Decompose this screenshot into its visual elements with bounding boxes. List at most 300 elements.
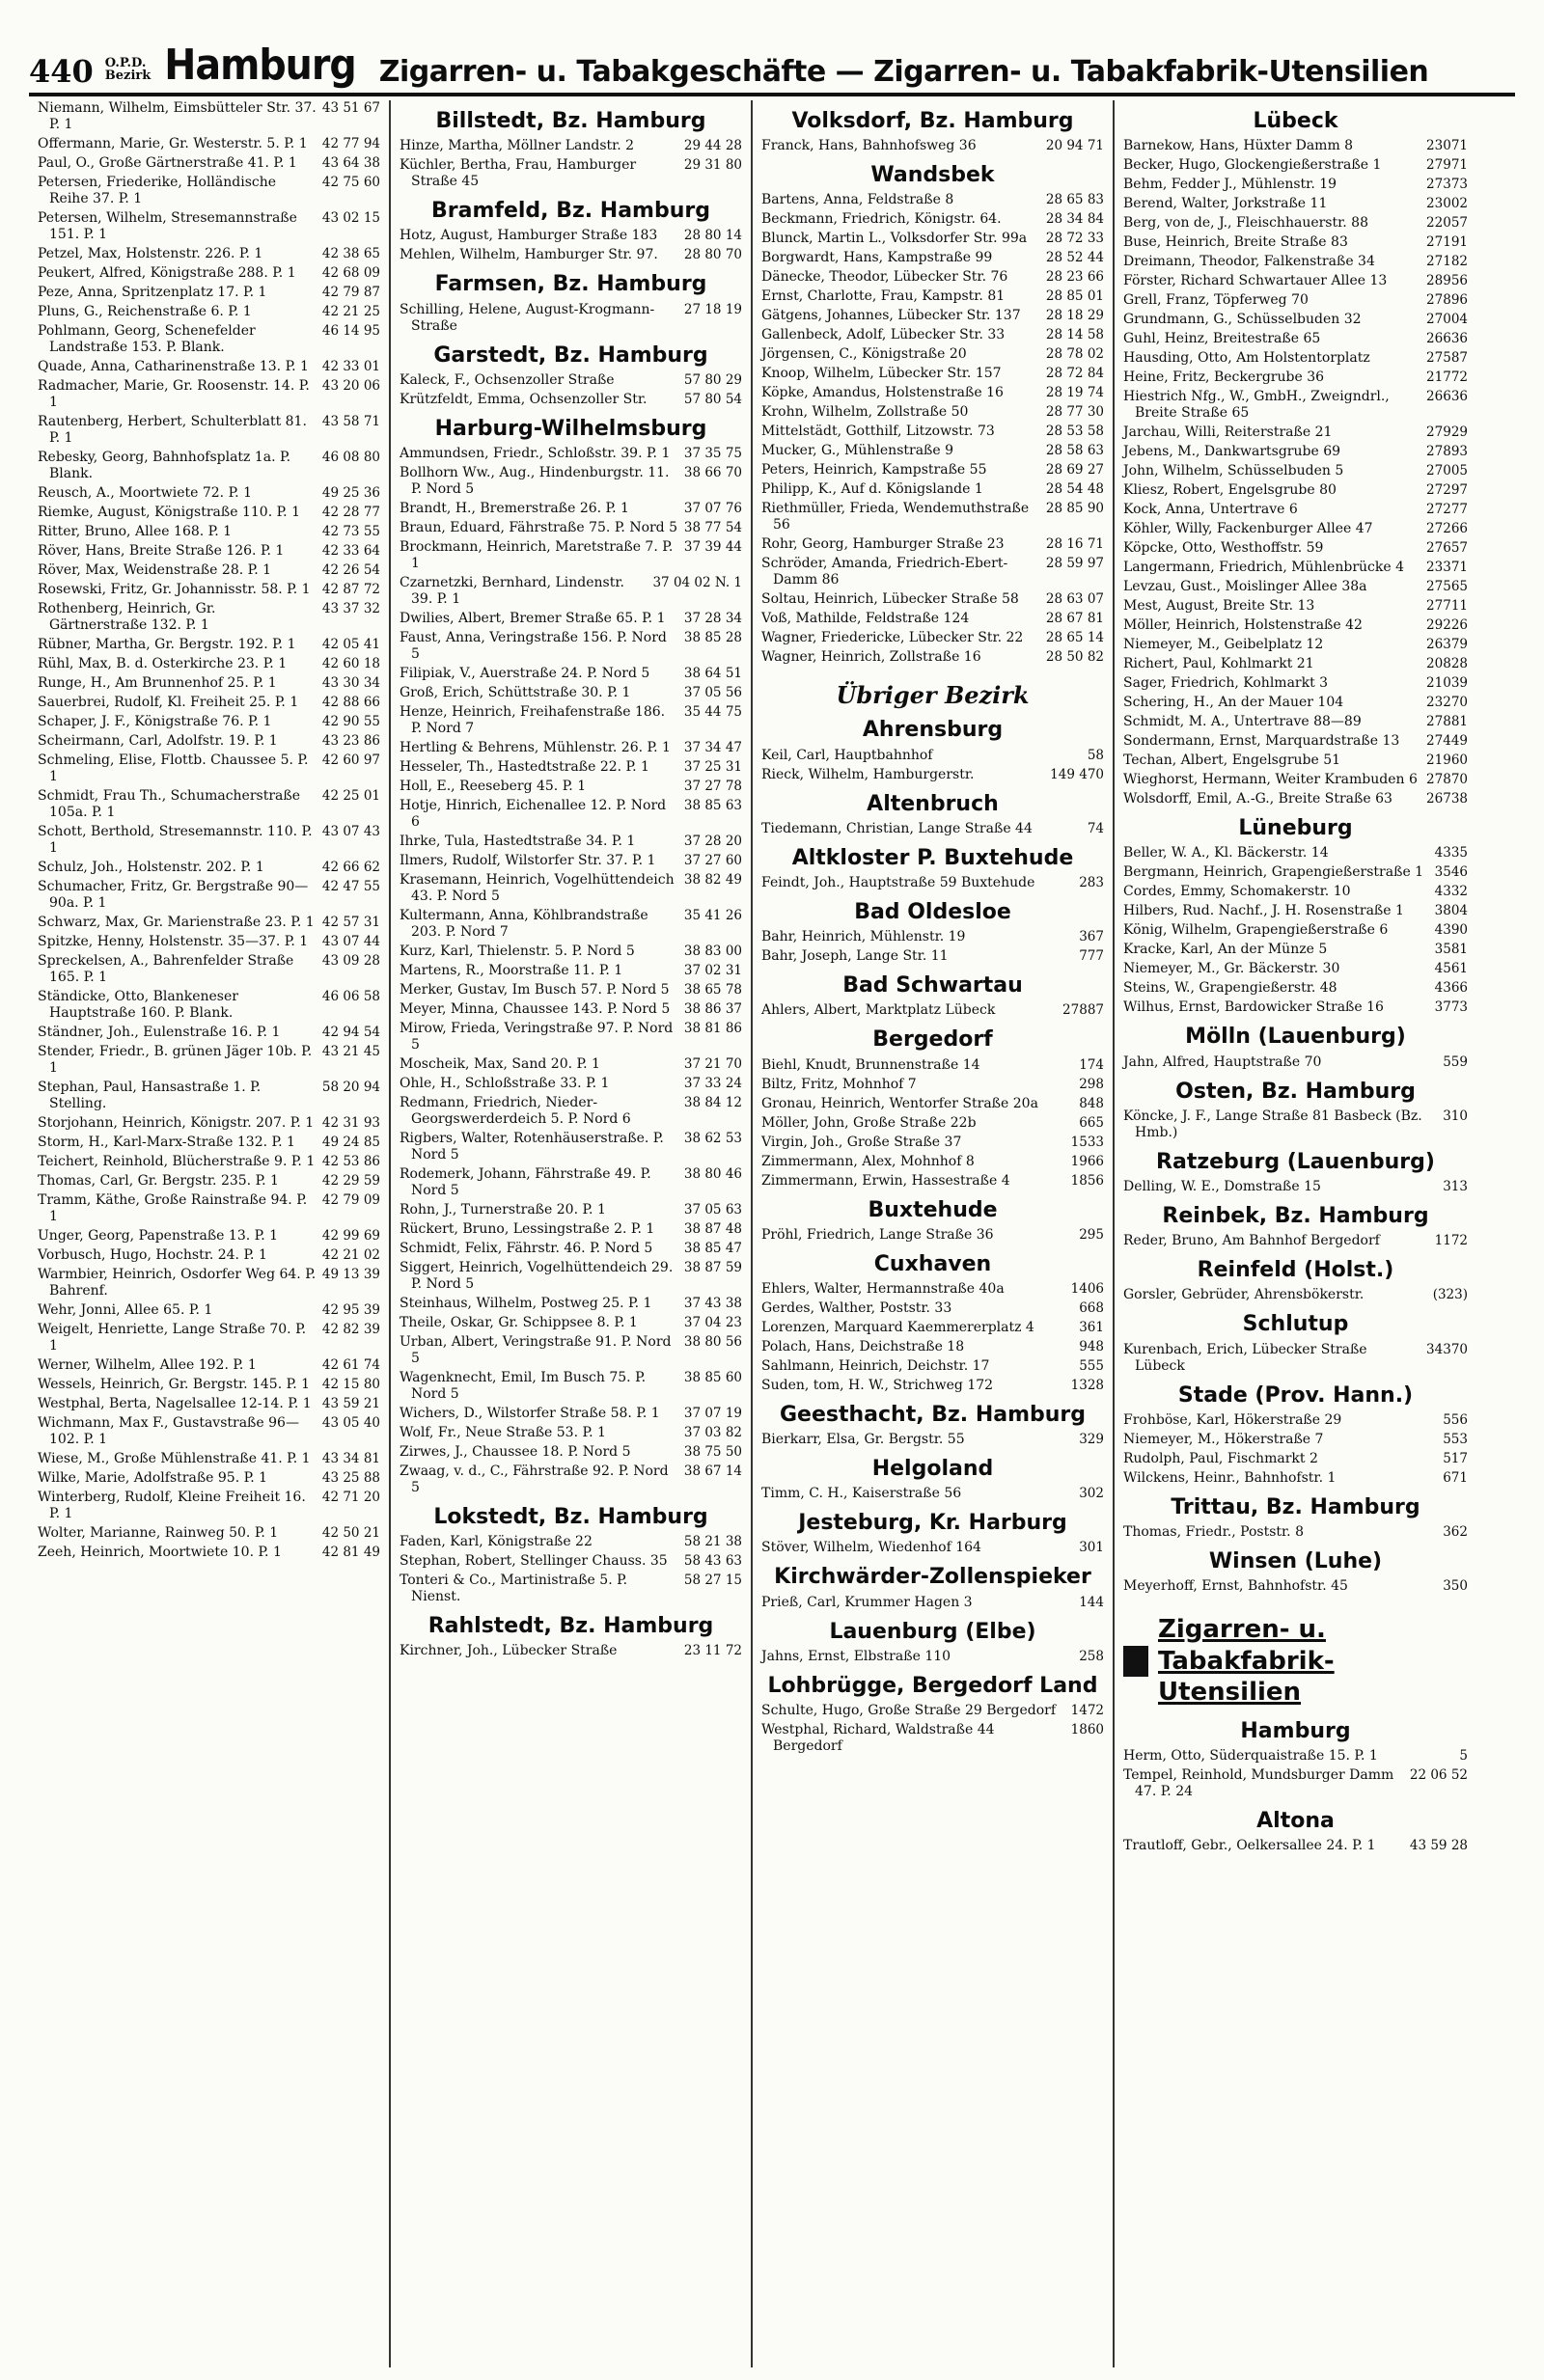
entry-phone: 1328 bbox=[1070, 1377, 1104, 1393]
directory-entry bbox=[1123, 1470, 1468, 1487]
directory-entry bbox=[1123, 331, 1468, 347]
entry-name-address: Schilling, Helene, August-Krogmann-Straße bbox=[400, 301, 655, 334]
directory-entry bbox=[761, 211, 1104, 228]
entry-name-address: Mucker, G., Mühlenstraße 9 bbox=[761, 443, 954, 459]
town-heading: Cuxhaven bbox=[873, 1251, 992, 1276]
entry-phone: 38 87 59 bbox=[683, 1259, 742, 1275]
entry-phone: 42 47 55 bbox=[321, 879, 380, 894]
entry-name-address: Heine, Fritz, Beckergrube 36 bbox=[1123, 369, 1325, 386]
entry-name-address: Niemeyer, M., Geibelplatz 12 bbox=[1123, 637, 1324, 653]
entry-name-address: Hesseler, Th., Hastedtstraße 22. P. 1 bbox=[400, 758, 649, 775]
entry-name-address: Kurenbach, Erich, Lübecker Straße Lübeck bbox=[1123, 1341, 1367, 1374]
directory-entry bbox=[761, 821, 1104, 837]
town-heading: Bad Oldesloe bbox=[854, 899, 1011, 924]
directory-entry bbox=[400, 138, 742, 154]
directory-entry bbox=[400, 759, 742, 776]
directory-entry bbox=[761, 462, 1104, 479]
entry-phone: 38 80 56 bbox=[683, 1333, 742, 1350]
entry-name-address: Schulz, Joh., Holstenstr. 202. P. 1 bbox=[38, 860, 264, 875]
section-banner bbox=[1123, 1614, 1468, 1709]
directory-entry bbox=[38, 1545, 380, 1561]
directory-entry bbox=[38, 824, 380, 857]
directory-entry bbox=[38, 788, 380, 821]
town-heading: Buxtehude bbox=[868, 1197, 998, 1222]
entry-name-address: Wichers, D., Wilstorfer Straße 58. P. 1 bbox=[400, 1405, 660, 1421]
entry-name-address: Offermann, Marie, Gr. Westerstr. 5. P. 1 bbox=[38, 136, 308, 151]
entry-phone: 1860 bbox=[1070, 1722, 1104, 1737]
directory-entry bbox=[400, 798, 742, 831]
entry-name-address: Wolsdorff, Emil, A.-G., Breite Straße 63 bbox=[1123, 791, 1392, 807]
entry-name-address: Hertling & Behrens, Mühlenstr. 26. P. 1 bbox=[400, 739, 671, 755]
entry-name-address: Ohle, H., Schloßstraße 33. P. 1 bbox=[400, 1075, 610, 1091]
directory-entry bbox=[400, 1573, 742, 1605]
entry-phone: 28 19 74 bbox=[1045, 385, 1104, 401]
entry-phone: (323) bbox=[1432, 1287, 1468, 1303]
entry-phone: 38 80 46 bbox=[683, 1165, 742, 1182]
directory-entry bbox=[761, 1135, 1104, 1151]
directory-entry bbox=[1123, 177, 1468, 193]
entry-name-address: Kliesz, Robert, Engelsgrube 80 bbox=[1123, 482, 1337, 499]
directory-entry bbox=[761, 404, 1104, 421]
entry-phone: 29 31 80 bbox=[683, 157, 742, 174]
town-heading: Bramfeld, Bz. Hamburg bbox=[431, 199, 710, 224]
town-heading: Altkloster P. Buxtehude bbox=[791, 845, 1074, 870]
directory-entry bbox=[1123, 273, 1468, 289]
entry-phone: 23 11 72 bbox=[683, 1643, 742, 1659]
entry-phone: 28 58 63 bbox=[1045, 443, 1104, 459]
entry-phone: 46 08 80 bbox=[321, 450, 380, 465]
entry-phone: 43 21 45 bbox=[321, 1044, 380, 1059]
entry-phone: 298 bbox=[1079, 1076, 1104, 1092]
entry-phone: 4366 bbox=[1434, 980, 1468, 997]
directory-entry bbox=[761, 1096, 1104, 1112]
entry-name-address: Mehlen, Wilhelm, Hamburger Str. 97. bbox=[400, 247, 658, 263]
column-3 bbox=[753, 100, 1115, 2367]
entry-phone: 28 85 90 bbox=[1045, 501, 1104, 517]
entry-name-address: Wieghorst, Hermann, Weiter Krambuden 6 bbox=[1123, 772, 1418, 788]
entry-phone: 38 67 14 bbox=[683, 1463, 742, 1479]
entry-name-address: König, Wilhelm, Grapengießerstraße 6 bbox=[1123, 922, 1389, 939]
town-heading: Billstedt, Bz. Hamburg bbox=[435, 109, 706, 133]
entry-phone: 302 bbox=[1079, 1486, 1104, 1502]
entry-phone: 42 66 62 bbox=[321, 860, 380, 875]
entry-name-address: Rodemerk, Johann, Fährstraße 49. P. Nord 5 bbox=[400, 1165, 651, 1198]
entry-phone: 42 33 01 bbox=[321, 359, 380, 374]
entry-name-address: Blunck, Martin L., Volksdorfer Str. 99a bbox=[761, 231, 1028, 247]
directory-entry bbox=[1123, 675, 1468, 692]
entry-name-address: Kaleck, F., Ochsenzoller Straße bbox=[400, 371, 615, 388]
entry-name-address: Grundmann, G., Schüsselbuden 32 bbox=[1123, 312, 1362, 328]
directory-entry bbox=[400, 611, 742, 627]
entry-name-address: Beckmann, Friedrich, Königstr. 64. bbox=[761, 211, 1002, 228]
entry-phone: 310 bbox=[1443, 1108, 1468, 1124]
directory-entry bbox=[400, 740, 742, 756]
entry-name-address: Rübner, Martha, Gr. Bergstr. 192. P. 1 bbox=[38, 637, 296, 652]
directory-entry bbox=[761, 231, 1104, 247]
entry-name-address: Sondermann, Ernst, Marquardstraße 13 bbox=[1123, 733, 1400, 750]
entry-phone: 665 bbox=[1079, 1114, 1104, 1131]
directory-entry bbox=[38, 1490, 380, 1522]
entry-name-address: Wagenknecht, Emil, Im Busch 75. P. Nord 5 bbox=[400, 1369, 647, 1402]
entry-phone: 38 84 12 bbox=[683, 1094, 742, 1110]
directory-entry bbox=[761, 250, 1104, 266]
directory-columns bbox=[29, 100, 1525, 2367]
entry-name-address: Gorsler, Gebrüder, Ahrensbökerstr. bbox=[1123, 1287, 1365, 1303]
entry-phone: 42 99 69 bbox=[321, 1228, 380, 1244]
directory-entry bbox=[1123, 254, 1468, 270]
directory-entry bbox=[761, 1227, 1104, 1244]
directory-entry bbox=[1123, 980, 1468, 997]
entry-name-address: Stender, Friedr., B. grünen Jäger 10b. P. 1 bbox=[38, 1044, 313, 1076]
directory-entry bbox=[38, 285, 380, 301]
opd-label: O.P.D. bbox=[104, 55, 147, 70]
entry-name-address: Kock, Anna, Untertrave 6 bbox=[1123, 502, 1298, 518]
entry-phone: 149 470 bbox=[1050, 766, 1104, 782]
directory-entry bbox=[38, 378, 380, 411]
directory-entry bbox=[1123, 733, 1468, 750]
town-heading: Jesteburg, Kr. Harburg bbox=[798, 1511, 1067, 1536]
entry-phone: 668 bbox=[1079, 1299, 1104, 1316]
directory-entry bbox=[761, 1154, 1104, 1170]
entry-name-address: Trautloff, Gebr., Oelkersallee 24. P. 1 bbox=[1123, 1837, 1376, 1853]
entry-phone: 35 41 26 bbox=[683, 907, 742, 923]
entry-phone: 42 95 39 bbox=[321, 1302, 380, 1318]
directory-entry bbox=[1123, 1767, 1468, 1800]
entry-phone: 28 59 97 bbox=[1045, 556, 1104, 572]
directory-entry bbox=[400, 1131, 742, 1163]
directory-entry bbox=[761, 1358, 1104, 1375]
directory-entry bbox=[400, 1021, 742, 1053]
directory-entry bbox=[38, 485, 380, 502]
entry-name-address: Wilhus, Ernst, Bardowicker Straße 16 bbox=[1123, 999, 1384, 1016]
entry-name-address: Thomas, Friedr., Poststr. 8 bbox=[1123, 1523, 1304, 1540]
entry-name-address: Theile, Oskar, Gr. Schippsee 8. P. 1 bbox=[400, 1314, 638, 1330]
directory-entry bbox=[1123, 1412, 1468, 1429]
entry-name-address: Frohböse, Karl, Hökerstraße 29 bbox=[1123, 1411, 1342, 1428]
entry-phone: 3773 bbox=[1434, 999, 1468, 1016]
directory-entry bbox=[38, 304, 380, 320]
entry-phone: 559 bbox=[1443, 1053, 1468, 1070]
entry-name-address: Möller, John, Große Straße 22b bbox=[761, 1114, 977, 1131]
entry-phone: 20 94 71 bbox=[1045, 138, 1104, 154]
entry-name-address: Köpcke, Otto, Westhoffstr. 59 bbox=[1123, 540, 1324, 557]
entry-name-address: Rohr, Georg, Hamburger Straße 23 bbox=[761, 536, 1005, 553]
entry-phone: 37 27 78 bbox=[683, 778, 742, 794]
directory-entry bbox=[38, 1154, 380, 1170]
entry-phone: 43 25 88 bbox=[321, 1470, 380, 1486]
entry-name-address: Peze, Anna, Spritzenplatz 17. P. 1 bbox=[38, 285, 267, 300]
entry-name-address: Wilckens, Heinr., Bahnhofstr. 1 bbox=[1123, 1469, 1337, 1486]
entry-phone: 43 07 43 bbox=[321, 824, 380, 839]
town-heading: Lohbrügge, Bergedorf Land bbox=[767, 1673, 1098, 1698]
entry-phone: 42 28 77 bbox=[321, 505, 380, 520]
entry-phone: 43 59 21 bbox=[321, 1396, 380, 1411]
entry-phone: 42 82 39 bbox=[321, 1322, 380, 1337]
directory-entry bbox=[400, 1056, 742, 1073]
town-heading: Winsen (Luhe) bbox=[1208, 1548, 1383, 1573]
entry-name-address: Schmidt, Frau Th., Schumacherstraße 105a. P. 1 bbox=[38, 788, 301, 820]
directory-entry bbox=[1123, 579, 1468, 595]
directory-entry bbox=[1123, 463, 1468, 479]
entry-name-address: Ehlers, Walter, Hermannstraße 40a bbox=[761, 1280, 1005, 1297]
entry-name-address: Hotz, August, Hamburger Straße 183 bbox=[400, 228, 658, 244]
entry-name-address: Schulte, Hugo, Große Straße 29 Bergedorf bbox=[761, 1703, 1057, 1718]
entry-phone: 258 bbox=[1079, 1648, 1104, 1664]
entry-phone: 27893 bbox=[1426, 444, 1468, 460]
directory-entry bbox=[38, 562, 380, 579]
entry-phone: 37 03 82 bbox=[683, 1424, 742, 1440]
entry-phone: 28 72 33 bbox=[1045, 231, 1104, 247]
entry-phone: 74 bbox=[1087, 820, 1104, 836]
directory-entry bbox=[400, 539, 742, 572]
entry-phone: 37 02 31 bbox=[683, 962, 742, 978]
entry-phone: 43 34 81 bbox=[321, 1451, 380, 1466]
entry-name-address: Voß, Mathilde, Feldstraße 124 bbox=[761, 611, 970, 627]
directory-entry bbox=[400, 1444, 742, 1461]
directory-entry bbox=[400, 1095, 742, 1128]
entry-phone: 555 bbox=[1079, 1357, 1104, 1374]
entry-name-address: Röver, Max, Weidenstraße 28. P. 1 bbox=[38, 562, 272, 578]
directory-entry bbox=[400, 302, 742, 335]
entry-phone: 58 27 15 bbox=[683, 1573, 742, 1589]
directory-entry bbox=[38, 656, 380, 672]
town-heading: Altona bbox=[1256, 1808, 1335, 1833]
entry-name-address: Wilke, Marie, Adolfstraße 95. P. 1 bbox=[38, 1470, 268, 1486]
town-heading: Bad Schwartau bbox=[842, 973, 1023, 999]
entry-phone: 20828 bbox=[1426, 656, 1468, 672]
entry-phone: 37 05 63 bbox=[683, 1201, 742, 1217]
directory-entry bbox=[1123, 234, 1468, 251]
entry-name-address: Stephan, Paul, Hansastraße 1. P. Stelling. bbox=[38, 1080, 262, 1111]
directory-entry bbox=[761, 1057, 1104, 1074]
directory-entry bbox=[1123, 656, 1468, 672]
town-heading: Reinbek, Bz. Hamburg bbox=[1162, 1203, 1429, 1228]
entry-name-address: Jahn, Alfred, Hauptstraße 70 bbox=[1123, 1053, 1322, 1070]
entry-phone: 42 60 97 bbox=[321, 752, 380, 768]
entry-name-address: Wagner, Friedericke, Lübecker Str. 22 bbox=[761, 630, 1024, 646]
entry-phone: 28 16 71 bbox=[1045, 536, 1104, 553]
column-1 bbox=[29, 100, 391, 2367]
entry-phone: 27005 bbox=[1426, 463, 1468, 479]
directory-entry bbox=[761, 1077, 1104, 1093]
town-heading: Lauenburg (Elbe) bbox=[829, 1619, 1036, 1644]
entry-name-address: Förster, Richard Schwartauer Allee 13 bbox=[1123, 273, 1388, 289]
town-heading: Lübeck bbox=[1253, 109, 1338, 133]
entry-name-address: Levzau, Gust., Moislinger Allee 38a bbox=[1123, 579, 1367, 595]
entry-name-address: Steinhaus, Wilhelm, Postweg 25. P. 1 bbox=[400, 1295, 652, 1311]
directory-entry bbox=[761, 1703, 1104, 1719]
directory-entry bbox=[1123, 482, 1468, 499]
entry-phone: 27 18 19 bbox=[683, 301, 742, 317]
entry-phone: 1966 bbox=[1070, 1153, 1104, 1169]
entry-name-address: Becker, Hugo, Glockengießerstraße 1 bbox=[1123, 157, 1382, 174]
directory-entry bbox=[38, 733, 380, 750]
entry-name-address: Kurz, Karl, Thielenstr. 5. P. Nord 5 bbox=[400, 943, 635, 959]
directory-entry bbox=[400, 666, 742, 682]
entry-phone: 28 78 02 bbox=[1045, 346, 1104, 363]
town-heading: Garstedt, Bz. Hamburg bbox=[433, 342, 708, 368]
directory-entry bbox=[761, 481, 1104, 498]
directory-entry bbox=[38, 1228, 380, 1245]
town-heading: Bergedorf bbox=[872, 1027, 993, 1053]
entry-phone: 42 50 21 bbox=[321, 1525, 380, 1541]
entry-name-address: Tempel, Reinhold, Mundsburger Damm 47. P. 24 bbox=[1123, 1766, 1394, 1799]
directory-entry bbox=[400, 908, 742, 941]
entry-name-address: Vorbusch, Hugo, Hochstr. 24. P. 1 bbox=[38, 1247, 267, 1263]
entry-name-address: Schwarz, Max, Gr. Marienstraße 23. P. 1 bbox=[38, 915, 315, 930]
entry-phone: 42 79 87 bbox=[321, 285, 380, 300]
entry-name-address: Virgin, Joh., Große Straße 37 bbox=[761, 1134, 962, 1150]
entry-name-address: Bierkarr, Elsa, Gr. Bergstr. 55 bbox=[761, 1432, 965, 1448]
entry-name-address: Dänecke, Theodor, Lübecker Str. 76 bbox=[761, 269, 1008, 286]
entry-name-address: Radmacher, Marie, Gr. Roosenstr. 14. P. 1 bbox=[38, 378, 310, 410]
entry-name-address: Martens, R., Moorstraße 11. P. 1 bbox=[400, 962, 623, 978]
entry-name-address: Quade, Anna, Catharinenstraße 13. P. 1 bbox=[38, 359, 309, 374]
directory-entry bbox=[1123, 637, 1468, 653]
entry-name-address: Rebesky, Georg, Bahnhofsplatz 1a. P. Blank. bbox=[38, 450, 291, 481]
directory-entry bbox=[761, 269, 1104, 286]
entry-phone: 28 54 48 bbox=[1045, 481, 1104, 498]
directory-entry bbox=[761, 443, 1104, 459]
directory-entry bbox=[1123, 157, 1468, 174]
entry-name-address: Behm, Fedder J., Mühlenstr. 19 bbox=[1123, 177, 1337, 193]
directory-entry bbox=[761, 649, 1104, 666]
directory-entry bbox=[38, 1302, 380, 1319]
directory-entry bbox=[761, 308, 1104, 324]
entry-name-address: Wiese, M., Große Mühlenstraße 41. P. 1 bbox=[38, 1451, 311, 1466]
directory-entry bbox=[1123, 1179, 1468, 1195]
directory-entry bbox=[761, 1002, 1104, 1019]
directory-entry bbox=[400, 963, 742, 979]
entry-name-address: Dwilies, Albert, Bremer Straße 65. P. 1 bbox=[400, 610, 666, 626]
directory-entry bbox=[1123, 196, 1468, 212]
entry-name-address: Gerdes, Walther, Poststr. 33 bbox=[761, 1299, 952, 1316]
entry-name-address: Hiestrich Nfg., W., GmbH., Zweigndrl., Breite Straße 65 bbox=[1123, 389, 1390, 422]
directory-entry bbox=[38, 1115, 380, 1132]
entry-name-address: Rückert, Bruno, Lessingstraße 2. P. 1 bbox=[400, 1220, 655, 1237]
entry-name-address: Schröder, Amanda, Friedrich-Ebert-Damm 86 bbox=[761, 556, 1008, 588]
directory-entry bbox=[1123, 1838, 1468, 1854]
entry-phone: 38 75 50 bbox=[683, 1443, 742, 1460]
entry-phone: 4390 bbox=[1434, 922, 1468, 939]
directory-entry bbox=[400, 944, 742, 960]
entry-phone: 38 81 86 bbox=[683, 1020, 742, 1036]
region-heading: Übriger Bezirk bbox=[836, 681, 1030, 710]
entry-name-address: Timm, C. H., Kaiserstraße 56 bbox=[761, 1486, 962, 1502]
entry-name-address: Zirwes, J., Chaussee 18. P. Nord 5 bbox=[400, 1443, 631, 1460]
entry-phone: 42 75 60 bbox=[321, 175, 380, 190]
directory-entry bbox=[38, 1357, 380, 1374]
entry-name-address: Tramm, Käthe, Große Rainstraße 94. P. 1 bbox=[38, 1192, 308, 1224]
entry-name-address: Guhl, Heinz, Breitestraße 65 bbox=[1123, 331, 1321, 347]
entry-phone: 27896 bbox=[1426, 292, 1468, 309]
entry-name-address: Niemeyer, M., Hökerstraße 7 bbox=[1123, 1431, 1324, 1447]
directory-entry bbox=[400, 575, 742, 608]
directory-entry bbox=[1123, 791, 1468, 807]
directory-entry bbox=[761, 501, 1104, 533]
directory-entry bbox=[400, 247, 742, 263]
directory-entry bbox=[400, 704, 742, 737]
entry-name-address: Dreimann, Theodor, Falkenstraße 34 bbox=[1123, 254, 1375, 270]
entry-phone: 27277 bbox=[1426, 502, 1468, 518]
entry-name-address: Scheirmann, Carl, Adolfstr. 19. P. 1 bbox=[38, 733, 278, 749]
directory-entry bbox=[38, 246, 380, 262]
town-heading: Schlutup bbox=[1242, 1312, 1349, 1337]
entry-phone: 42 81 49 bbox=[321, 1545, 380, 1560]
entry-phone: 27297 bbox=[1426, 482, 1468, 499]
entry-name-address: Warmbier, Heinrich, Osdorfer Weg 64. P. Bahrenf. bbox=[38, 1267, 317, 1299]
entry-name-address: Jebens, M., Dankwartsgrube 69 bbox=[1123, 444, 1341, 460]
entry-phone: 1856 bbox=[1070, 1172, 1104, 1189]
directory-entry bbox=[1123, 772, 1468, 788]
directory-entry bbox=[400, 1534, 742, 1550]
directory-entry bbox=[38, 359, 380, 375]
directory-entry bbox=[1123, 598, 1468, 615]
entry-phone: 43 64 38 bbox=[321, 155, 380, 171]
entry-name-address: Zeeh, Heinrich, Moortwiete 10. P. 1 bbox=[38, 1545, 282, 1560]
entry-phone: 3546 bbox=[1434, 864, 1468, 881]
header-title: Zigarren- u. Tabakgeschäfte — Zigarren- u. Tabakfabrik-Utensilien bbox=[378, 55, 1429, 89]
entry-name-address: Ahlers, Albert, Marktplatz Lübeck bbox=[761, 1002, 996, 1019]
directory-entry bbox=[38, 915, 380, 931]
entry-name-address: Barnekow, Hans, Hüxter Damm 8 bbox=[1123, 138, 1354, 154]
entry-phone: 29 44 28 bbox=[683, 138, 742, 154]
entry-name-address: Siggert, Heinrich, Vogelhüttendeich 29. P. Nord 5 bbox=[400, 1259, 674, 1292]
directory-entry bbox=[1123, 1578, 1468, 1595]
entry-name-address: Ammundsen, Friedr., Schloßstr. 39. P. 1 bbox=[400, 445, 671, 461]
entry-name-address: Techan, Albert, Engelsgrube 51 bbox=[1123, 752, 1341, 769]
entry-phone: 42 53 86 bbox=[321, 1154, 380, 1169]
entry-phone: 21772 bbox=[1426, 369, 1468, 386]
entry-phone: 43 07 44 bbox=[321, 934, 380, 949]
entry-phone: 42 60 18 bbox=[321, 656, 380, 671]
entry-name-address: Niemeyer, M., Gr. Bäckerstr. 30 bbox=[1123, 961, 1340, 977]
entry-name-address: Tiedemann, Christian, Lange Straße 44 bbox=[761, 820, 1033, 836]
entry-phone: 43 20 06 bbox=[321, 378, 380, 394]
directory-entry bbox=[38, 210, 380, 243]
entry-phone: 28 23 66 bbox=[1045, 269, 1104, 286]
entry-name-address: Merker, Gustav, Im Busch 57. P. Nord 5 bbox=[400, 981, 670, 998]
entry-phone: 42 15 80 bbox=[321, 1377, 380, 1392]
town-heading: Mölln (Lauenburg) bbox=[1185, 1025, 1406, 1050]
directory-entry bbox=[400, 1241, 742, 1257]
entry-name-address: Niemann, Wilhelm, Eimsbütteler Str. 37. P. 1 bbox=[38, 100, 317, 132]
directory-entry bbox=[761, 192, 1104, 208]
directory-entry bbox=[400, 501, 742, 517]
directory-entry bbox=[761, 1432, 1104, 1448]
entry-name-address: Paul, O., Große Gärtnerstraße 41. P. 1 bbox=[38, 155, 297, 171]
entry-name-address: Biehl, Knudt, Brunnenstraße 14 bbox=[761, 1056, 980, 1073]
directory-entry bbox=[1123, 695, 1468, 711]
entry-phone: 42 38 65 bbox=[321, 246, 380, 261]
entry-phone: 28 80 70 bbox=[683, 247, 742, 263]
entry-name-address: Polach, Hans, Deichstraße 18 bbox=[761, 1338, 965, 1354]
entry-name-address: Teichert, Reinhold, Blücherstraße 9. P. 1 bbox=[38, 1154, 316, 1169]
directory-entry bbox=[1123, 1524, 1468, 1541]
entry-phone: 49 25 36 bbox=[321, 485, 380, 501]
directory-entry bbox=[761, 1378, 1104, 1394]
entry-name-address: Bahr, Heinrich, Mühlenstr. 19 bbox=[761, 929, 966, 945]
directory-entry bbox=[38, 601, 380, 634]
directory-entry bbox=[761, 611, 1104, 627]
column-4 bbox=[1115, 100, 1476, 2367]
entry-name-address: Stephan, Robert, Stellinger Chauss. 35 bbox=[400, 1553, 668, 1570]
entry-name-address: Kultermann, Anna, Köhlbrandstraße 203. P. Nord 7 bbox=[400, 907, 648, 940]
entry-phone: 38 77 54 bbox=[683, 519, 742, 535]
entry-name-address: John, Wilhelm, Schüsselbuden 5 bbox=[1123, 463, 1344, 479]
entry-name-address: Köpke, Amandus, Holstenstraße 16 bbox=[761, 385, 1004, 401]
directory-entry bbox=[1123, 1748, 1468, 1764]
